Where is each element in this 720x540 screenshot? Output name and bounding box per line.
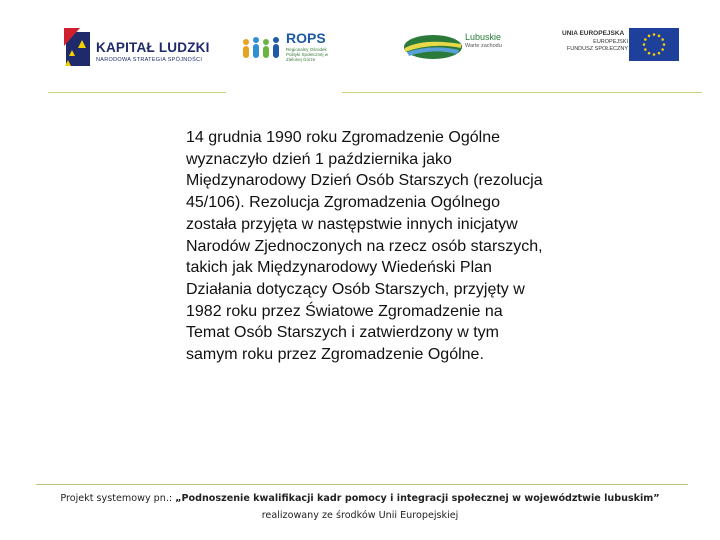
eu-stars-icon — [629, 28, 679, 61]
footer-divider — [36, 484, 688, 485]
eu-star-icon — [661, 48, 664, 51]
lubuskie-landscape-icon — [403, 32, 463, 62]
eu-star-icon — [663, 43, 666, 46]
rops-title: ROPS — [286, 30, 326, 46]
eu-star-icon — [658, 52, 661, 55]
eu-star-icon — [648, 52, 651, 55]
rops-people-icon — [240, 34, 284, 64]
eu-star-icon — [653, 33, 656, 36]
rops-subtitle: Regionalny Ośrodek Polityki Społecznej w Zielonej Górze — [286, 47, 329, 62]
kapital-ludzki-mark-icon — [62, 26, 94, 72]
eu-star-icon — [648, 35, 651, 38]
eu-subtitle — [567, 39, 628, 53]
eu-star-icon — [644, 38, 647, 41]
rops-logo — [240, 28, 330, 66]
footer-project-name: „Podnoszenie kwalifikacji kadr pomocy i integracji społecznej w województwie lubuskim” — [175, 493, 660, 504]
eu-star-icon — [644, 48, 647, 51]
kapital-ludzki-logo — [62, 26, 210, 72]
footer-prefix: Projekt systemowy pn.: — [60, 493, 176, 504]
eu-star-icon — [643, 43, 646, 46]
lubuskie-subtitle: Warte zachodu — [465, 43, 502, 49]
lubuskie-title: Lubuskie — [465, 32, 502, 42]
eu-title: UNIA EUROPEJSKA — [562, 30, 625, 37]
kapital-ludzki-title: KAPITAŁ LUDZKI — [96, 40, 210, 55]
kapital-ludzki-subtitle: NARODOWA STRATEGIA SPÓJNOŚCI — [96, 57, 203, 63]
eu-subtitle-line1: EUROPEJSKI — [593, 39, 628, 45]
eu-logo — [558, 28, 680, 64]
header-divider-left — [48, 92, 226, 93]
lubuskie-logo — [403, 28, 511, 64]
eu-star-icon — [653, 53, 656, 56]
eu-subtitle-line2: FUNDUSZ SPOŁECZNY — [566, 46, 628, 52]
footer-line2: realizowany ze środków Unii Europejskiej — [261, 510, 459, 521]
footer — [0, 490, 720, 524]
main-paragraph: 14 grudnia 1990 roku Zgromadzenie Ogólne wyznaczyło dzień 1 października jako Międzynarodowy Dzień Osób Starszych (rezolucja 45/106). Rezolucja Zgromadzenia Ogólnego została przyjęta w następstwie innych inicjatyw Narodów Zjednoczonych na rzecz osób starszych, takich jak Międzynarodowy Wiedeński Plan Działania dotyczący Osób Starszych, przyjęty w 1982 roku przez Światowe Zgromadzenie na Temat Osób Starszych i zatwierdzony w tym samym roku przez Zgromadzenie Ogólne. — [186, 129, 543, 364]
header-divider-right — [342, 92, 702, 93]
eu-flag-icon — [629, 28, 679, 61]
footer-line1 — [0, 490, 720, 507]
eu-star-icon — [658, 35, 661, 38]
eu-star-icon — [661, 38, 664, 41]
